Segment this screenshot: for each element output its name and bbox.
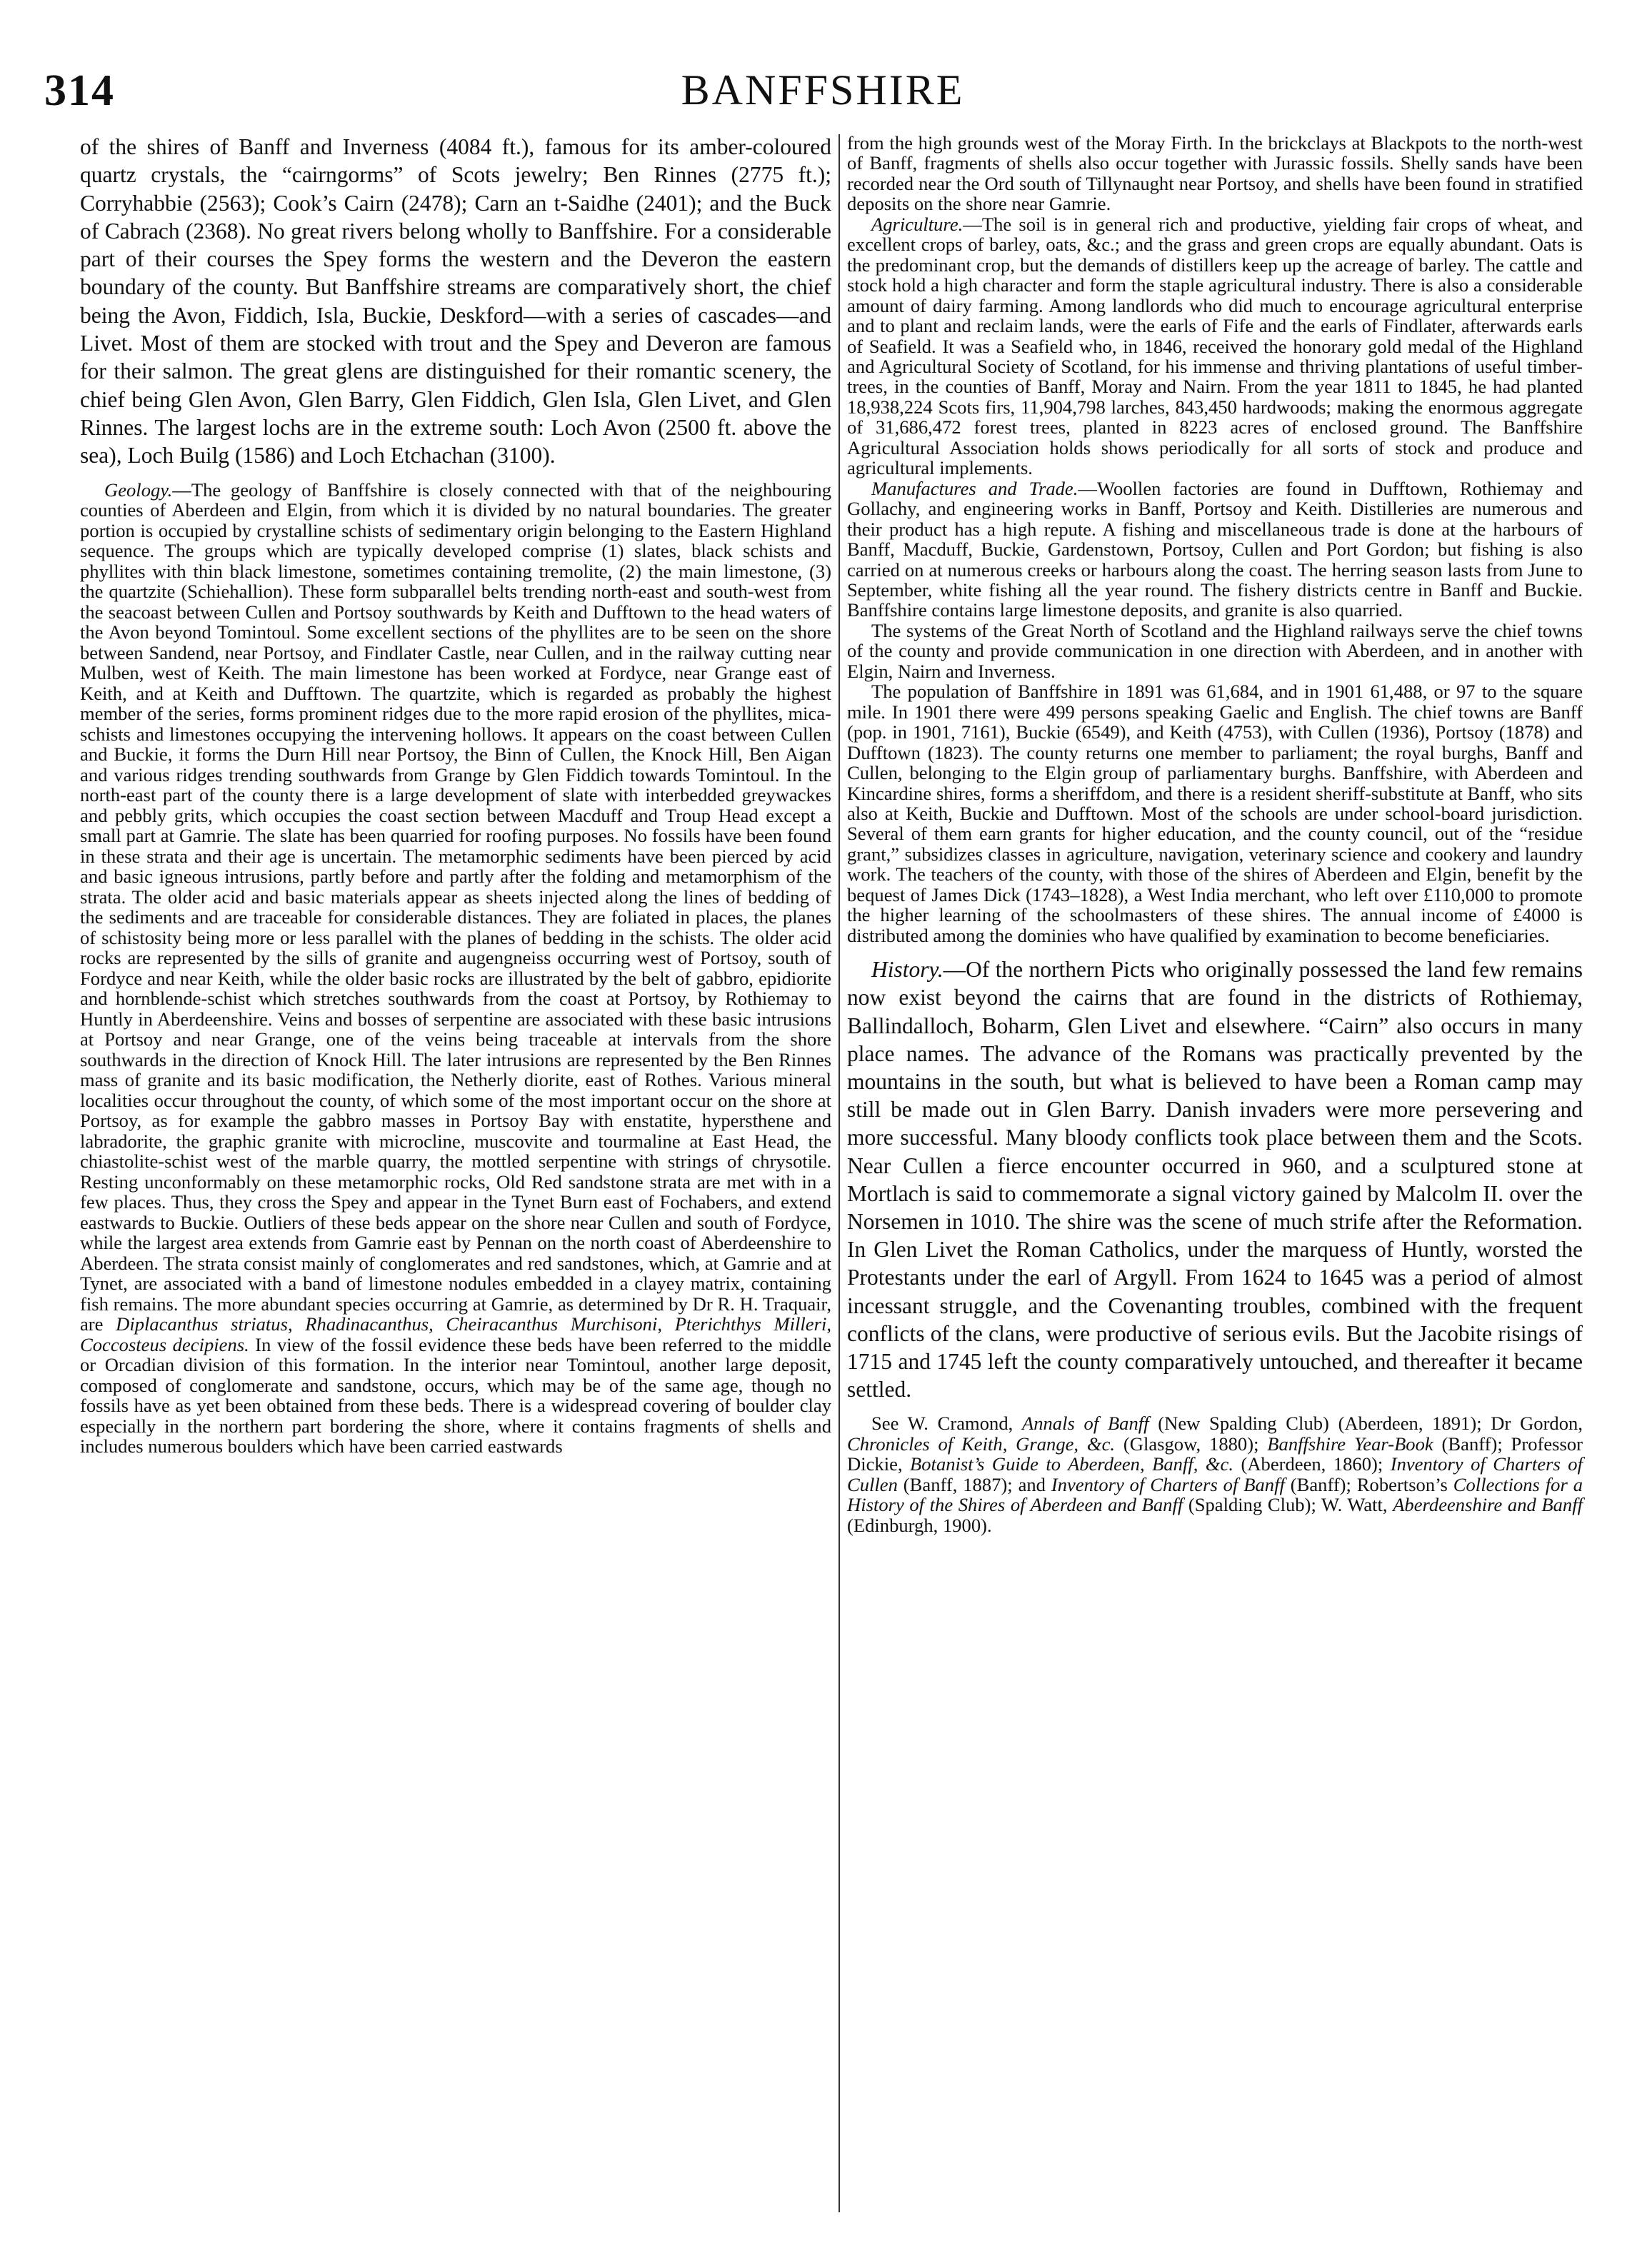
right-column xyxy=(847,133,1583,1535)
population-paragraph: The population of Banffshire in 1891 was 61,684, and in 1901 61,488, or 97 to the square mile. In 1901 there were 499 persons speaking Gaelic and English. The chief towns are Banff (pop. in 1901, 7161), Buckie (6549), and Keith (4753), with Cullen (1936), Portsoy (1878) and Dufftown (1823). The county returns one member to parliament; the royal burghs, Banff and Cullen, belonging to the Elgin group of parliamentary burghs. Banffshire, with Aberdeen and Kincardine shires, forms a sheriffdom, and there is a resident sheriff-substitute at Banff, who sits also at Keith, Buckie and Dufftown. Most of the schools are under school-board jurisdiction. Several of them earn grants for higher education, and the county council, out of the “residue grant,” subsidizes classes in agriculture, navigation, veterinary science and cookery and laundry work. The teachers of the county, with those of the shires of Aberdeen and Elgin, benefit by the bequest of James Dick (1743–1828), a West India merchant, who left over £110,000 to promote the higher learning of the schoolmasters of these shires. The annual income of £4000 is distributed among the dominies who have qualified by examination to become beneficiaries. xyxy=(847,681,1583,946)
bib-title: Annals of Banff xyxy=(1021,1413,1149,1435)
geology-text-end: In view of the fossil evidence these beds have been referred to the middle or Orcadian division of this formation. In the interior near Tomintoul, another large deposit, composed of conglomerate and sandstone, occurs, which may be of the same age, though no fossils have as yet been obtained from these beds. There is a widespread covering of boulder clay especially in the northern part bordering the shore, where it contains fragments of shells and includes numerous boulders which have been carried eastwards xyxy=(80,1333,831,1457)
geology-continuation: from the high grounds west of the Moray Firth. In the brickclays at Blackpots to the north-west of Banff, fragments of shells also occur together with Jurassic fossils. Shelly sands have been recorded near the Ord south of Tillynaught near Portsoy, and shells have been found in stratified deposits on the shore near Gamrie. xyxy=(847,132,1583,215)
history-text: —Of the northern Picts who originally possessed the land few remains now exist beyond the cairns that are found in the districts of Rothiemay, Ballindalloch, Boharm, Glen Livet and elsewhere. “Cairn” also occurs in many place names. The advance of the Romans was practically prevented by the mountains in the south, but what is believed to have been a Roman camp may still be made out in Glen Barry. Danish invaders were more persevering and more successful. Many bloody conflicts took place between them and the Scots. Near Cullen a fierce encounter occurred in 960, and a sculptured stone at Mortlach is said to commemorate a signal victory gained by Malcolm II. over the Norsemen in 1010. The shire was the scene of much strife after the Reformation. In Glen Livet the Roman Catholics, under the marquess of Huntly, worsted the Protestants under the earl of Argyll. From 1624 to 1645 was a period of almost incessant struggle, and the Covenanting troubles, combined with the frequent conflicts of the clans, were productive of serious evils. But the Jacobite risings of 1715 and 1745 left the county comparatively untouched, and thereafter it became settled. xyxy=(847,957,1583,1403)
bib-title: Chronicles of Keith, Grange, &c. xyxy=(847,1432,1116,1455)
bib-text: (Banff); Professor Dickie, xyxy=(847,1432,1583,1475)
bib-text: (Edinburgh, 1900). xyxy=(847,1514,992,1536)
bib-title: Botanist’s Guide to Aberdeen, Banff, &c. xyxy=(910,1453,1233,1475)
running-title: BANFFSHIRE xyxy=(681,66,965,114)
bib-text: (Aberdeen, 1860); xyxy=(1233,1453,1391,1475)
bib-text: (Banff); Robertson’s xyxy=(1284,1473,1453,1495)
manufactures-paragraph xyxy=(847,478,1583,621)
bib-title: Banffshire Year-Book xyxy=(1267,1432,1433,1455)
railways-paragraph: The systems of the Great North of Scotland and the Highland railways serve the chief towns of the county and provide communication in one direction with Aberdeen, and in another with Elgin, Nairn and Inverness. xyxy=(847,619,1583,682)
manufactures-heading: Manufactures and Trade. xyxy=(871,477,1078,499)
bib-title: Collections for a History of the Shires of Aberdeen and Banff xyxy=(847,1473,1583,1516)
manufactures-text: —Woollen factories are found in Dufftown, Rothiemay and Gollachy, and engineering works in Banff, Portsoy and Keith. Distilleries are numerous and their product has a high repute. A fishing and miscellaneous trade is done at the harbours of Banff, Macduff, Buckie, Gardenstown, Portsoy, Cullen and Port Gordon; but fishing is also carried on at numerous creeks or harbours along the coast. The herring season lasts from June to September, white fishing all the year round. The fishery districts centre in Banff and Buckie. Banffshire contains large limestone deposits, and granite is also quarried. xyxy=(847,477,1583,621)
history-paragraph xyxy=(847,955,1583,1403)
geology-text: —The geology of Banffshire is closely connected with that of the neighbouring counties of Aberdeen and Elgin, from which it is divided by no natural boundaries. The greater portion is occupied by crystalline schists of sedimentary origin belonging to the Eastern Highland sequence. The groups which are typically developed comprise (1) slates, black schists and phyllites with thin black limestone, sometimes containing tremolite, (2) the main limestone, (3) the quartzite (Schiehallion). These form subparallel belts trending north-east and south-west from the seacoast between Cullen and Portsoy southwards by Keith and Dufftown to the head waters of the Avon beyond Tomintoul. Some excellent sections of the phyllites are to be seen on the shore between Sandend, near Portsoy, and Findlater Castle, near Cullen, and in the railway cutting near Mulben, west of Keith. The main limestone has been worked at Fordyce, near Grange east of Keith, and at Keith and Dufftown. The quartzite, which is regarded as probably the highest member of the series, forms prominent ridges due to the more rapid erosion of the phyllites, mica-schists and limestones occupying the intervening hollows. It appears on the coast between Cullen and Buckie, it forms the Durn Hill near Portsoy, the Binn of Cullen, the Knock Hill, Ben Aigan and various ridges trending southwards from Grange by Glen Fiddich towards Tomintoul. In the north-east part of the county there is a large development of slate with interbedded greywackes and pebbly grits, which occupies the coast section between Macduff and Troup Head except a small part at Gamrie. The slate has been quarried for roofing purposes. No fossils have been found in these strata and their age is uncertain. The metamorphic sediments have been pierced by acid and basic igneous intrusions, partly before and partly after the folding and metamorphism of the strata. The older acid and basic materials appear as sheets injected along the lines of bedding of the sediments and are traceable for considerable distances. They are foliated in places, the planes of schistosity being more or less parallel with the planes of bedding in the schists. The older acid rocks are represented by the sills of granite and augengneiss occurring west of Portsoy, south of Fordyce and near Keith, while the older basic rocks are illustrated by the belt of gabbro, epidiorite and hornblende-schist which stretches southwards from the coast at Portsoy, by Rothiemay to Huntly in Aberdeenshire. Veins and bosses of serpentine are associated with these basic intrusions at Portsoy and near Grange, one of the veins being traceable at intervals from the shore southwards in the direction of Knock Hill. The later intrusions are represented by the Ben Rinnes mass of granite and its basic modification, the Netherly diorite, east of Rothes. Various mineral localities occur throughout the county, of which some of the most important occur on the shore at Portsoy, as for example the gabbro masses in Portsoy Bay with enstatite, hypersthene and labradorite, the graphic granite with microcline, muscovite and tourmaline at East Head, the chiastolite-schist west of the marble quarry, the mottled serpentine with strings of chrysotile. Resting unconformably on these metamorphic rocks, Old Red sandstone strata are met with in a few places. Thus, they cross the Spey and appear in the Tynet Burn east of Fochabers, and extend eastwards to Buckie. Outliers of these beds appear on the shore near Cullen and south of Fordyce, while the largest area extends from Gamrie east by Pennan on the north coast of Aberdeenshire to Aberdeen. The strata consist mainly of conglomerates and red sandstones, which, at Gamrie and at Tynet, are associated with a band of limestone nodules embedded in a clayey matrix, containing fish remains. The more abundant species occurring at Gamrie, as determined by Dr R. H. Traquair, are xyxy=(80,478,831,1335)
page-number: 314 xyxy=(44,66,115,115)
agriculture-text: —The soil is in general rich and productive, yielding fair crops of wheat, and excellent crops of barley, oats, &c.; and the grass and green crops are equally abundant. Oats is the predominant crop, but the demands of distillers keep up the acreage of barley. The cattle and stock hold a high character and form the staple agricultural industry. There is also a considerable amount of dairy farming. Among landlords who did much to encourage agricultural enterprise and to plant and reclaim lands, were the earls of Fife and the earls of Findlater, afterwards earls of Seafield. It was a Seafield who, in 1846, received the honorary gold medal of the Highland and Agricultural Society of Scotland, for his immense and thriving plantations of useful timber-trees, in the counties of Banff, Moray and Nairn. From the year 1811 to 1845, he had planted 18,938,224 Scots firs, 11,904,798 larches, 843,450 hardwoods; making the enormous aggregate of 31,686,472 forest trees, planted in 8223 acres of enclosed ground. The Banffshire Agricultural Association holds shows periodically for all sorts of stock and produce and agricultural implements. xyxy=(847,213,1583,479)
agriculture-paragraph xyxy=(847,214,1583,478)
fossil-species: Diplacanthus striatus, Rhadinacanthus, Cheiracanthus Murchisoni, Pterichthys Milleri, Coccosteus decipiens. xyxy=(80,1313,831,1355)
bib-text: (Banff, 1887); and xyxy=(897,1473,1051,1495)
mountains-rivers-paragraph: of the shires of Banff and Inverness (4084 ft.), famous for its amber-coloured quartz crystals, the “cairngorms” of Scots jewelry; Ben Rinnes (2775 ft.); Corryhabbie (2563); Cook’s Cairn (2478); Carn an t-Saidhe (2401); and the Buck of Cabrach (2368). No great rivers belong wholly to Banffshire. For a considerable part of their courses the Spey forms the western and the Deveron the eastern boundary of the county. But Banffshire streams are comparatively short, the chief being the Avon, Fiddich, Isla, Buckie, Deskford—with a series of cascades—and Livet. Most of them are stocked with trout and the Spey and Deveron are famous for their salmon. The great glens are distinguished for their romantic scenery, the chief being Glen Avon, Glen Barry, Glen Fiddich, Glen Isla, Glen Livet, and Glen Rinnes. The largest lochs are in the extreme south: Loch Avon (2500 ft. above the sea), Loch Builg (1586) and Loch Etchachan (3100). xyxy=(80,134,831,468)
bib-text: (Spalding Club); W. Watt, xyxy=(1183,1494,1393,1516)
page-header xyxy=(44,66,1601,123)
bib-text: See W. Cramond, xyxy=(871,1413,1022,1435)
history-heading: History. xyxy=(871,957,943,983)
bib-text: (New Spalding Club) (Aberdeen, 1891); Dr Gordon, xyxy=(1148,1413,1583,1435)
left-column xyxy=(80,133,831,1457)
bib-title: Aberdeenshire and Banff xyxy=(1393,1494,1583,1516)
bib-text: (Glasgow, 1880); xyxy=(1115,1432,1268,1455)
bib-title: Inventory of Charters of Banff xyxy=(1051,1473,1285,1495)
geology-heading: Geology. xyxy=(104,478,173,501)
column-rule xyxy=(838,134,840,2212)
agriculture-heading: Agriculture. xyxy=(871,213,963,235)
bibliography-paragraph xyxy=(847,1413,1583,1535)
geology-paragraph xyxy=(80,480,831,1457)
bib-title: Inventory of Charters of Cullen xyxy=(847,1453,1583,1495)
